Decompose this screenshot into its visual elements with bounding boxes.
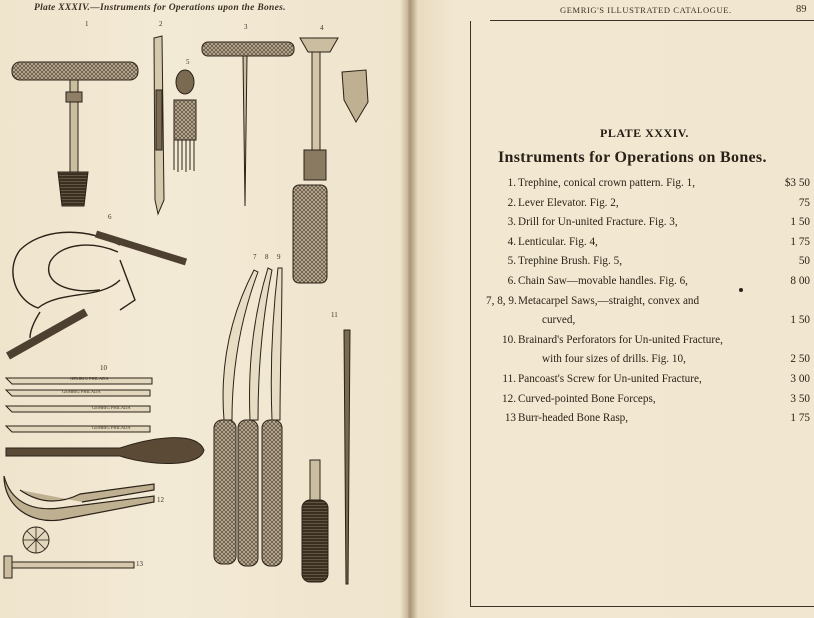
plate-title: PLATE XXXIV.	[600, 126, 689, 140]
fig-number-1: 1	[85, 20, 89, 28]
price-list-item	[486, 334, 812, 354]
item-number: 5.	[507, 255, 516, 268]
item-description: Pancoast's Screw for Un-united Fracture,	[518, 372, 702, 385]
item-description: Burr-headed Bone Rasp,	[518, 412, 629, 425]
fig11-pancoast-screw	[302, 330, 350, 584]
item-description: with four sizes of drills. Fig. 10,	[542, 353, 686, 366]
price-list-item	[486, 197, 812, 217]
price-list-item	[486, 412, 812, 432]
item-description: Lever Elevator. Fig. 2,	[518, 196, 619, 209]
item-price: 75	[798, 196, 810, 209]
engraved-label: GEMRIG PHILADA	[70, 376, 109, 381]
engraved-label: GEMRIG PHILADA	[92, 425, 131, 430]
item-number: 7, 8, 9.	[486, 294, 517, 307]
item-description: Trephine Brush. Fig. 5,	[518, 255, 623, 268]
item-description: Curved-pointed Bone Forceps,	[518, 392, 656, 405]
fig-number-5: 5	[186, 58, 190, 66]
item-number: 3.	[507, 216, 516, 229]
item-number: 11.	[502, 372, 516, 385]
item-number: 2.	[507, 196, 516, 209]
price-list-item	[486, 353, 812, 373]
item-number: 10.	[502, 333, 516, 346]
engraved-label: GEMRIG PHILADA	[62, 389, 101, 394]
item-description: Metacarpel Saws,—straight, convex and	[518, 294, 700, 307]
fig-number-11: 11	[331, 311, 338, 319]
page-number: 89	[796, 4, 807, 15]
fig-number-13: 13	[136, 560, 143, 568]
section-title: Instruments for Operations on Bones.	[498, 149, 767, 166]
fig12-bone-forceps	[4, 476, 154, 521]
price-list-item	[486, 255, 812, 275]
item-number: 6.	[507, 274, 516, 287]
price-list	[486, 177, 812, 432]
fig-number-12: 12	[157, 496, 164, 504]
fig1-trephine	[12, 62, 138, 206]
item-price: 50	[798, 255, 810, 268]
fig-number-3: 3	[244, 23, 248, 31]
fig-number-6: 6	[108, 213, 112, 221]
item-price: 1 50	[790, 216, 810, 229]
item-price: 3 00	[790, 372, 810, 385]
item-description: Lenticular. Fig. 4,	[518, 235, 598, 248]
fig6-chain-saw	[8, 232, 186, 356]
item-price: $3 50	[784, 177, 810, 189]
item-number: 4.	[507, 235, 516, 248]
fig5-trephine-brush	[174, 70, 196, 172]
item-description: Trephine, conical crown pattern. Fig. 1,	[518, 177, 695, 189]
price-list-item	[486, 275, 812, 295]
fig-number-4: 4	[320, 24, 324, 32]
item-price: 1 75	[790, 235, 810, 248]
price-list-item	[486, 216, 812, 236]
running-head: GEMRIG'S ILLUSTRATED CATALOGUE.	[560, 5, 732, 15]
item-description: Brainard's Perforators for Un-united Fracture,	[518, 333, 723, 346]
price-list-item	[486, 295, 812, 315]
fig3-drill	[202, 42, 294, 206]
price-list-item	[486, 314, 812, 334]
engraved-label: GEMRIG PHILADA	[92, 405, 131, 410]
book-gutter	[400, 0, 418, 618]
item-price: 1 75	[790, 412, 810, 425]
item-price: 8 00	[790, 274, 810, 287]
fig4-lenticular	[293, 38, 368, 283]
item-description: Chain Saw—movable handles. Fig. 6,	[518, 274, 688, 287]
item-description: curved,	[542, 314, 576, 327]
item-price: 1 50	[790, 314, 810, 327]
fig-number-10: 10	[100, 364, 107, 372]
fig-number-2: 2	[159, 20, 163, 28]
item-price: 2 50	[790, 353, 810, 366]
item-number: 1.	[507, 177, 516, 189]
fig-number-9: 9	[277, 253, 281, 261]
fig2-lever-elevator	[154, 36, 164, 214]
price-list-item	[486, 393, 812, 413]
price-list-item	[486, 177, 812, 197]
ink-mark	[739, 288, 743, 292]
item-price: 3 50	[790, 392, 810, 405]
plate-caption: Plate XXXIV.—Instruments for Operations upon the Bones.	[34, 3, 286, 13]
fig-number-8: 8	[265, 253, 269, 261]
price-list-item	[486, 236, 812, 256]
fig13-burr-rasp	[4, 527, 134, 578]
item-description: Drill for Un-united Fracture. Fig. 3,	[518, 216, 678, 229]
fig10-perforators	[6, 378, 204, 464]
item-number: 13	[504, 412, 516, 425]
item-number: 12.	[502, 392, 516, 405]
fig-number-7: 7	[253, 253, 257, 261]
fig789-metacarpal-saws	[214, 268, 282, 566]
price-list-item	[486, 373, 812, 393]
